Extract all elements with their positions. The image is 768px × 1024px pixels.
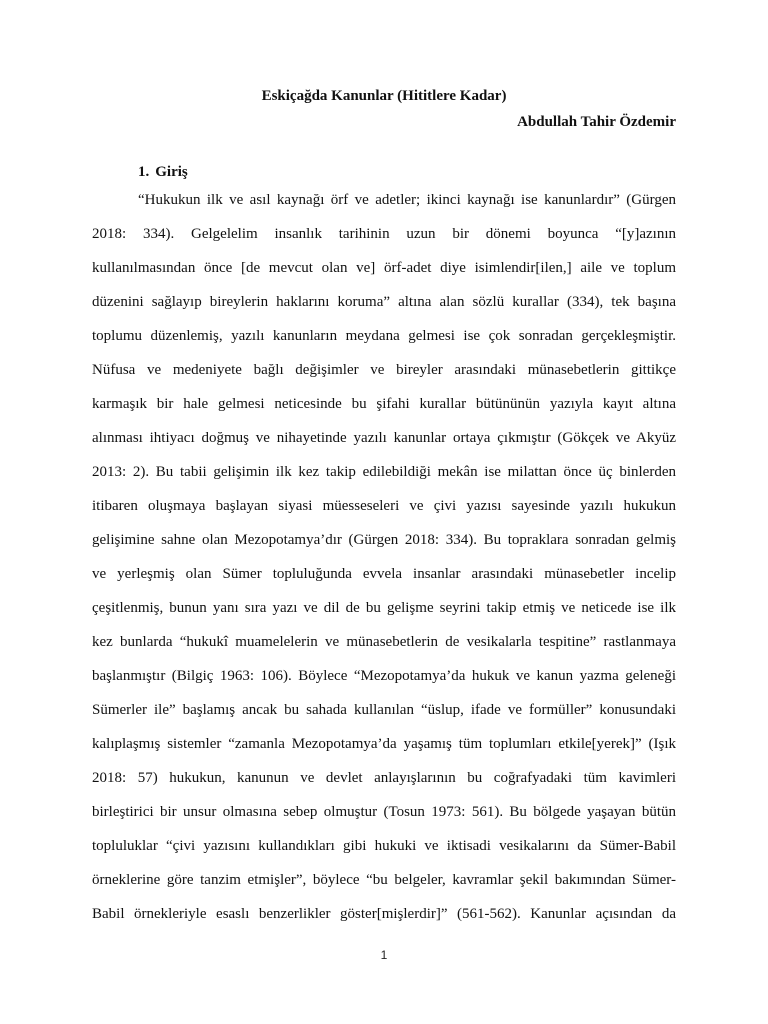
paragraph-line: kullanılmasından önce [de mevcut olan ve] örf-adet diye isimlendir[ilen,] aile ve toplum xyxy=(92,260,676,276)
paragraph-line: topluluklar “çivi yazısını kullandıkları gibi hukuki ve iktisadi vesikalarını da Sümer-Babil xyxy=(92,838,676,854)
paragraph-line: düzenini sağlayıp bireylerin haklarını koruma” altına alan sözlü kurallar (334), tek başına xyxy=(92,294,676,310)
section-number: 1. xyxy=(138,164,150,180)
paragraph-line: 2013: 2). Bu tabii gelişimin ilk kez takip edilebildiği mekân ise milattan önce üç binlerden xyxy=(92,464,676,480)
paragraph-line: kalıplaşmış sistemler “zamanla Mezopotamya’da yaşamış tüm toplumları etkile[yerek]” (Işık xyxy=(92,736,676,752)
page-number: 1 xyxy=(380,948,388,962)
paragraph-line: 2018: 57) hukukun, kanunun ve devlet anlayışlarının bu coğrafyadaki tüm kavimleri xyxy=(92,770,676,786)
paragraph-line: “Hukukun ilk ve asıl kaynağı örf ve adetler; ikinci kaynağı ise kanunlardır” (Gürgen xyxy=(138,192,676,208)
paragraph-line: 2018: 334). Gelgelelim insanlık tarihinin uzun bir dönemi boyunca “[y]azının xyxy=(92,226,676,242)
paragraph-line: örneklerine göre tanzim etmişler”, böylece “bu belgeler, kavramlar şekil bakımından Sümer- xyxy=(92,872,676,888)
paragraph-line: alınması ihtiyacı doğmuş ve nihayetinde yazılı kanunlar ortaya çıkmıştır (Gökçek ve Akyüz xyxy=(92,430,676,446)
paragraph-line: kez bunlarda “hukukî muamelelerin ve münasebetlerin de vesikalarla tespitine” rastlanmaya xyxy=(92,634,676,650)
author-name: Abdullah Tahir Özdemir xyxy=(517,114,676,130)
section-title: Giriş xyxy=(155,164,188,180)
body-paragraph xyxy=(92,188,676,936)
paragraph-line: Babil örnekleriyle esaslı benzerlikler göster[mişlerdir]” (561-562). Kanunlar açısından da xyxy=(92,906,676,922)
document-title: Eskiçağda Kanunlar (Hititlere Kadar) xyxy=(261,88,507,104)
paragraph-line: Sümerler ile” başlamış ancak bu sahada kullanılan “üslup, ifade ve formüller” konusundaki xyxy=(92,702,676,718)
paragraph-line: toplumu düzenlemiş, yazılı kanunların meydana gelmesi ise çok sonradan gerçekleşmiştir. xyxy=(92,328,676,344)
paragraph-line: ve yerleşmiş olan Sümer topluluğunda evvela insanlar arasındaki münasebetler incelip xyxy=(92,566,676,582)
paragraph-line: karmaşık bir hale gelmesi neticesinde bu şifahi kurallar bütününün yazıyla kayıt altına xyxy=(92,396,676,412)
paragraph-line: başlanmıştır (Bilgiç 1963: 106). Böylece “Mezopotamya’da hukuk ve kanun yazma geleneği xyxy=(92,668,676,684)
paragraph-line: birleştirici bir unsur olmasına sebep olmuştur (Tosun 1973: 561). Bu bölgede yaşayan bütün xyxy=(92,804,676,820)
section-heading xyxy=(138,162,188,182)
paragraph-line: itibaren oluşmaya başlayan siyasi müesseseleri ve çivi yazısı sayesinde yazılı hukukun xyxy=(92,498,676,514)
paragraph-line: gelişimine sahne olan Mezopotamya’dır (Gürgen 2018: 334). Bu topraklara sonradan gelmiş xyxy=(92,532,676,548)
paragraph-line: Nüfusa ve medeniyete bağlı değişimler ve bireyler arasındaki münasebetlerin gittikçe xyxy=(92,362,676,378)
paragraph-line: çeşitlenmiş, bunun yanı sıra yazı ve dil de bu gelişme seyrini takip etmiş ve neticede ise ilk xyxy=(92,600,676,616)
